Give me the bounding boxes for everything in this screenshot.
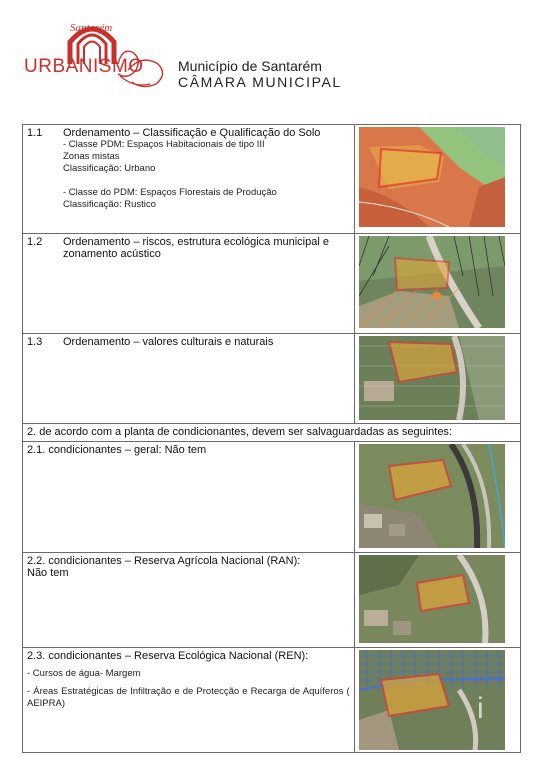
- risk-ecological-map-image: [359, 236, 505, 328]
- map-cell: [354, 234, 520, 334]
- municipio-line: Município de Santarém: [178, 58, 322, 74]
- table-row: [23, 334, 521, 424]
- map-cell: [354, 442, 520, 553]
- section-number: 1.1: [27, 127, 43, 139]
- section-line: - Classe PDM: Espaços Habitacionais de tipo III: [63, 139, 265, 150]
- logo-urbanismo-text: URBANISMO: [24, 56, 144, 77]
- table-row: [23, 648, 521, 753]
- section-1-1: [23, 125, 355, 234]
- condicionante-title: 2.3. condicionantes – Reserva Ecológica Nacional (REN):: [27, 650, 309, 662]
- section-title-cont: zonamento acústico: [63, 248, 161, 260]
- logo-santarem-text: Santarém: [70, 22, 113, 34]
- general-constraints-map-image: [359, 444, 505, 548]
- section-line: [63, 175, 350, 187]
- condicionante-2-1: [23, 442, 355, 553]
- section-title: Ordenamento – valores culturais e naturais: [63, 336, 274, 348]
- map-cell: [354, 648, 520, 753]
- map-cell: [354, 334, 520, 424]
- condicionantes-header: 2. de acordo com a planta de condicionantes, devem ser salvaguardadas as seguintes:: [23, 424, 521, 442]
- condicionante-title: 2.1. condicionantes – geral:: [27, 444, 162, 456]
- ren-item: - Cursos de água- Margem: [27, 668, 141, 679]
- table-row: [23, 553, 521, 648]
- municipality-title: [178, 58, 342, 90]
- table-row: [23, 442, 521, 553]
- section-1-3: [23, 334, 355, 424]
- section-number: 1.2: [27, 236, 43, 248]
- ren-item: - Áreas Estratégicas de Infiltração e de Protecção e Recarga de Aquíferos ( AEIPRA): [27, 686, 350, 709]
- condicionante-value: Não tem: [161, 444, 207, 456]
- section-line: Classificação: Rustico: [63, 199, 156, 210]
- pdm-classification-map-image: [359, 127, 505, 227]
- section-line: - Classe do PDM: Espaços Florestais de Produção: [63, 187, 277, 198]
- section-line: Zonas mistas: [63, 151, 120, 162]
- condicionante-2-2: [23, 553, 355, 648]
- map-cell: [354, 125, 520, 234]
- condicionante-value: Não tem: [27, 567, 69, 579]
- ren-map-image: [359, 650, 505, 750]
- section-number: 1.3: [27, 336, 43, 348]
- ran-map-image: [359, 555, 505, 643]
- cultural-natural-map-image: [359, 336, 505, 420]
- table-row: [23, 125, 521, 234]
- camara-line: CÂMARA MUNICIPAL: [178, 74, 342, 90]
- document-header: [0, 0, 541, 110]
- table-row: [23, 234, 521, 334]
- planning-info-table: [22, 124, 521, 753]
- section-title: Ordenamento – Classificação e Qualificação do Solo: [63, 127, 321, 139]
- map-cell: [354, 553, 520, 648]
- svg-text:i: i: [476, 692, 484, 725]
- condicionante-title: 2.2. condicionantes – Reserva Agrícola Nacional (RAN):: [27, 555, 301, 567]
- section-line: Classificação: Urbano: [63, 163, 156, 174]
- section-title: Ordenamento – riscos, estrutura ecológica municipal e: [63, 236, 329, 248]
- condicionante-2-3: [23, 648, 355, 753]
- table-row: [23, 424, 521, 442]
- urbanismo-logo: [22, 14, 172, 94]
- section-1-2: [23, 234, 355, 334]
